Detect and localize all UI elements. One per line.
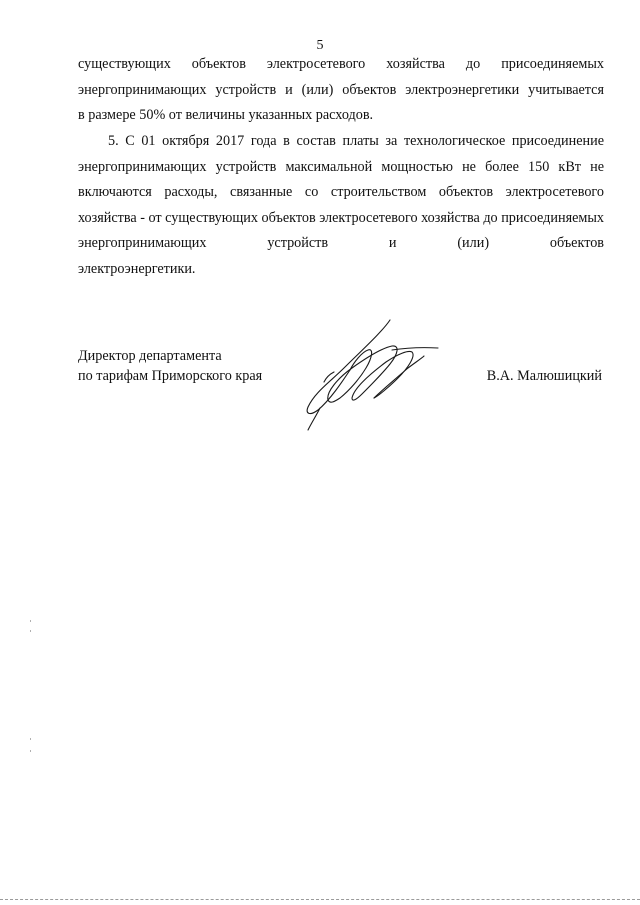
- paragraph-2-last-line: электроэнергетики.: [78, 261, 196, 277]
- paragraph-1-text: существующих объектов электросетевого хозяйства до присоединяемых энергопринимающих устройств и (или) объектов электроэнергетики учитывается: [78, 56, 604, 98]
- signer-name: В.А. Малюшицкий: [486, 368, 602, 384]
- scan-bottom-edge: [0, 899, 640, 901]
- signer-title-line-2: по тарифам Приморского края: [78, 368, 263, 384]
- scan-artifacts: [30, 620, 33, 760]
- paragraph-1-last-line: в размере 50% от величины указанных расходов.: [78, 107, 374, 123]
- handwritten-signature: [290, 312, 450, 432]
- signer-title: [78, 346, 262, 386]
- signer-title-line-1: Директор департамента: [78, 348, 222, 364]
- paragraph-2-text: 5. С 01 октября 2017 года в состав платы за технологическое присоединение энергопринимающих устройств максимальной мощностью не более 150 кВт не включаются расходы, связанные со строительством объектов электросетевого хозяйства - от существующих объектов электросетевого хозяйства до присоединяемых энергопринимающих устройств и (или) объектов: [78, 133, 604, 251]
- page-number: 5: [316, 38, 324, 53]
